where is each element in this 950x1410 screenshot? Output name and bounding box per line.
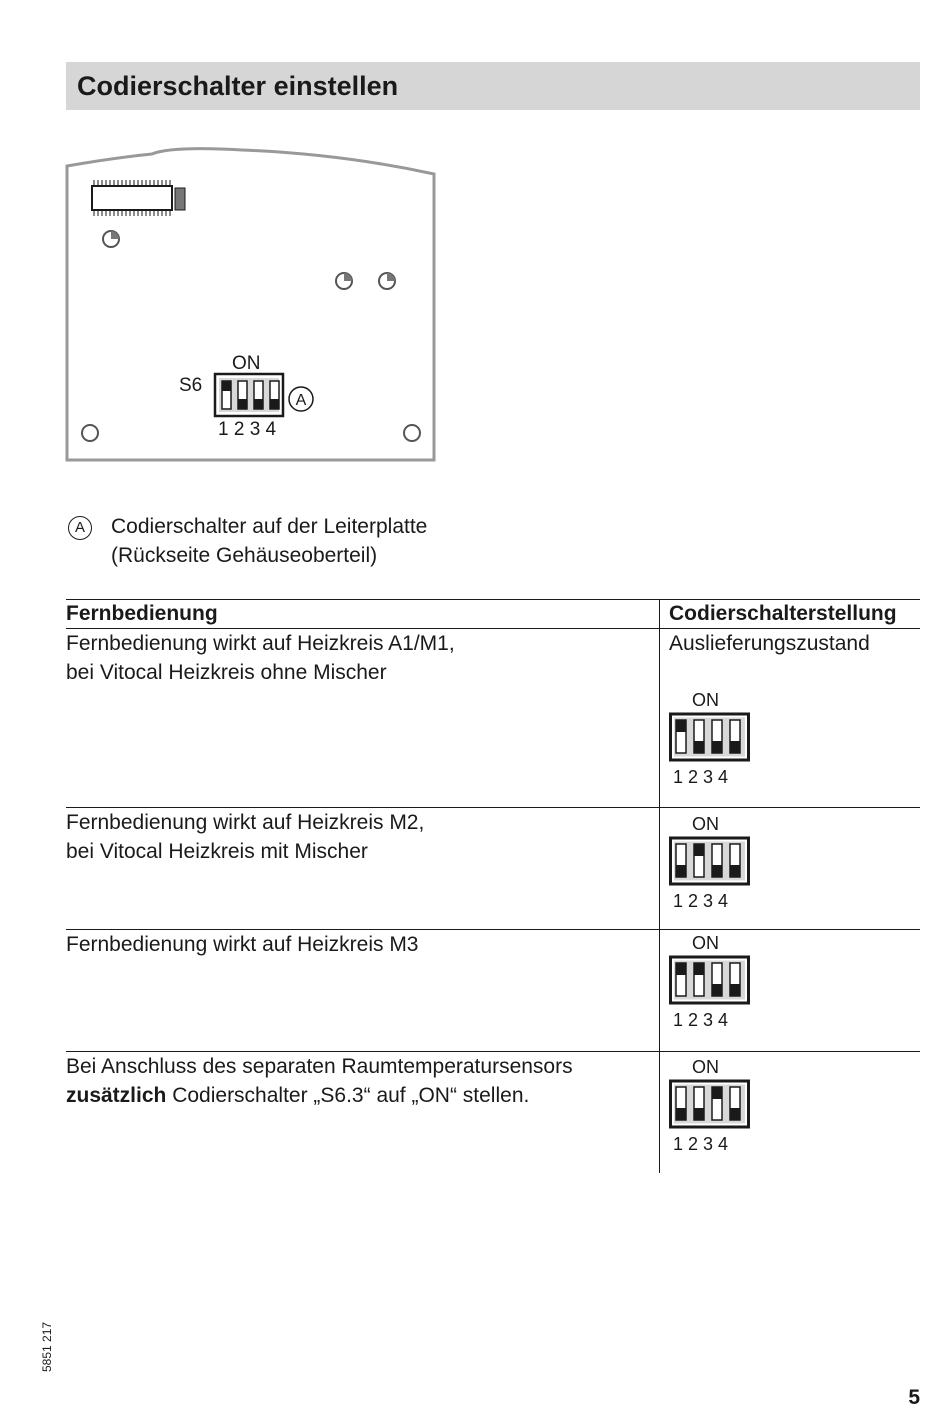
switch-name-label: S6 bbox=[179, 375, 203, 396]
header-switch-setting: Codierschalterstellung bbox=[669, 602, 897, 625]
switch-lever-2 bbox=[694, 741, 704, 753]
page-title: Codierschalter einstellen bbox=[77, 71, 399, 101]
row-2-line-2: bei Vitocal Heizkreis mit Mischer bbox=[66, 840, 368, 863]
legend-line-2: (Rückseite Gehäuseoberteil) bbox=[111, 544, 378, 567]
column-divider bbox=[659, 600, 660, 1173]
board-on-label: ON bbox=[232, 353, 261, 374]
legend-line-1: Codierschalter auf der Leiterplatte bbox=[111, 515, 428, 538]
switch-lever-4 bbox=[730, 1108, 740, 1120]
dip-switch-row-4 bbox=[669, 1053, 759, 1157]
switch-lever-3 bbox=[712, 865, 722, 877]
document-number: 5851 217 bbox=[40, 1321, 54, 1372]
switch-lever-2 bbox=[694, 844, 704, 856]
switch-numbers: 1 2 3 4 bbox=[673, 1010, 729, 1030]
row-4-line-2 bbox=[66, 1081, 573, 1110]
switch-numbers: 1 2 3 4 bbox=[673, 767, 729, 787]
header-remote-control: Fernbedienung bbox=[66, 602, 218, 625]
legend-text bbox=[111, 512, 427, 570]
row-3-line-1: Fernbedienung wirkt auf Heizkreis M3 bbox=[66, 933, 419, 956]
dip-switch-row-2 bbox=[669, 810, 759, 914]
row-1-line-2: bei Vitocal Heizkreis ohne Mischer bbox=[66, 661, 387, 684]
table-row bbox=[66, 808, 424, 866]
switch-lever-4 bbox=[730, 984, 740, 996]
page-number: 5 bbox=[908, 1386, 920, 1409]
switch-lever-1 bbox=[676, 865, 686, 877]
switch-lever-4 bbox=[730, 741, 740, 753]
switch-lever-1 bbox=[676, 720, 686, 732]
delivery-state-label: Auslieferungszustand bbox=[669, 632, 870, 655]
row-1-line-1: Fernbedienung wirkt auf Heizkreis A1/M1, bbox=[66, 632, 455, 655]
switch-lever-3 bbox=[712, 984, 722, 996]
table-row bbox=[66, 930, 419, 959]
row-4-line-1: Bei Anschluss des separaten Raumtemperatursensors bbox=[66, 1055, 573, 1078]
title-bar bbox=[66, 62, 920, 110]
row-4-line-2-rest: Codierschalter „S6.3“ auf „ON“ stellen. bbox=[166, 1084, 530, 1107]
table-row bbox=[66, 1052, 573, 1110]
switch-on-label: ON bbox=[692, 814, 719, 834]
callout-letter: A bbox=[295, 392, 307, 409]
switch-lever-4 bbox=[730, 865, 740, 877]
s6-dip-switch bbox=[215, 374, 283, 416]
dip-switch-row-1 bbox=[669, 686, 759, 790]
switch-lever-3 bbox=[712, 1087, 722, 1099]
dip-switch-row-3 bbox=[669, 929, 759, 1033]
legend-mark: A bbox=[68, 516, 92, 540]
switch-on-label: ON bbox=[692, 1057, 719, 1077]
switch-numbers: 1 2 3 4 bbox=[673, 1134, 729, 1154]
ic-chip bbox=[92, 180, 185, 216]
row-4-bold-word: zusätzlich bbox=[66, 1084, 167, 1107]
switch-lever-2 bbox=[694, 963, 704, 975]
switch-on-label: ON bbox=[692, 933, 719, 953]
table-row bbox=[66, 629, 455, 687]
switch-on-label: ON bbox=[692, 690, 719, 710]
switch-lever-1 bbox=[676, 963, 686, 975]
switch-numbers: 1 2 3 4 bbox=[673, 891, 729, 911]
switch-lever-3 bbox=[712, 741, 722, 753]
switch-lever-2 bbox=[694, 1108, 704, 1120]
row-2-line-1: Fernbedienung wirkt auf Heizkreis M2, bbox=[66, 811, 425, 834]
board-switch-numbers: 1 2 3 4 bbox=[218, 419, 277, 440]
circuit-board-illustration bbox=[62, 140, 442, 465]
switch-lever-1 bbox=[676, 1108, 686, 1120]
